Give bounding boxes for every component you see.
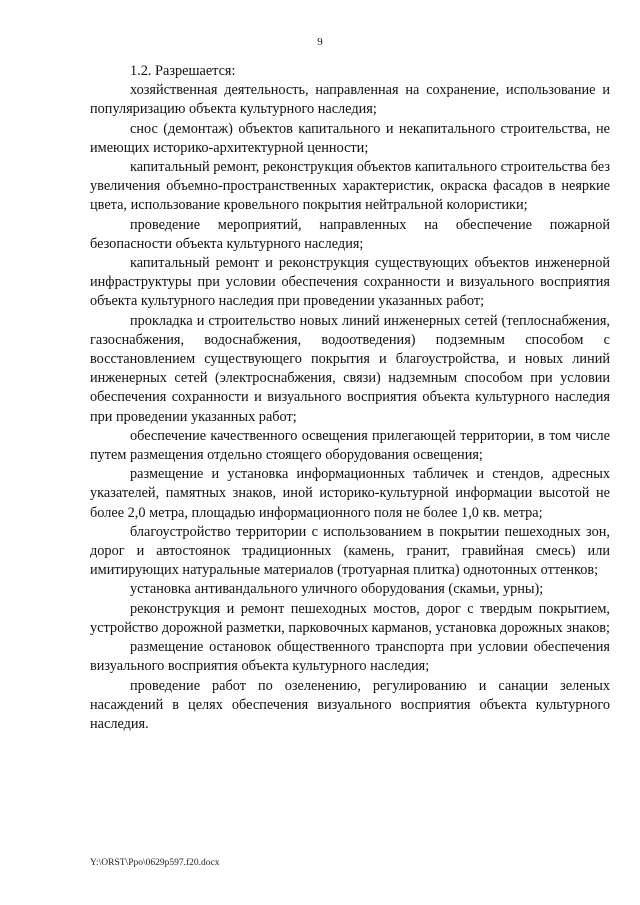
list-item: проведение работ по озеленению, регулированию и санации зеленых насаждений в целях обеспечения визуального восприятия объекта культурного наследия.	[90, 677, 610, 732]
page-number: 9	[317, 36, 323, 48]
list-item: капитальный ремонт, реконструкция объектов капитального строительства без увеличения объемно-пространственных характеристик, окраска фасадов в неяркие цвета, использование кровельного покрытия нейтральной колористики;	[90, 159, 610, 214]
list-item: обеспечение качественного освещения прилегающей территории, в том числе путем размещения отдельно стоящего оборудования освещения;	[90, 427, 610, 464]
list-item: реконструкция и ремонт пешеходных мостов, дорог с твердым покрытием, устройство дорожной разметки, парковочных карманов, установка дорожных знаков;	[90, 600, 610, 636]
footer-file-path: Y:\ORST\Ppo\0629p597.f20.docx	[90, 858, 220, 868]
list-item: размещение остановок общественного транспорта при условии обеспечения визуального восприятия объекта культурного наследия;	[90, 639, 610, 675]
list-item: благоустройство территории с использованием в покрытии пешеходных зон, дорог и автостоянок традиционных (камень, гранит, гравийная смесь) или имитирующих натуральные материалов (тротуарная плитка) однотонных оттенков;	[90, 523, 610, 579]
list-item: размещение и установка информационных табличек и стендов, адресных указателей, памятных знаков, иной историко-культурной информации высотой не более 2,0 метра, площадью информационного поля не более 1,0 кв. метра;	[90, 466, 610, 521]
list-item: снос (демонтаж) объектов капитального и некапитального строительства, не имеющих историко-архитектурной ценности;	[90, 120, 610, 156]
list-item: хозяйственная деятельность, направленная на сохранение, использование и популяризацию объекта культурного наследия;	[90, 82, 610, 118]
list-item: прокладка и строительство новых линий инженерных сетей (теплоснабжения, газоснабжения, водоснабжения, водоотведения) подземным способом с восстановлением существующего покрытия и благоустройства, и новых линий инженерных сетей (электроснабжения, связи) надземным способом при условии обеспечения сохранности и визуального восприятия объекта культурного наследия при проведении указанных работ;	[90, 312, 610, 425]
section-heading: 1.2. Разрешается:	[130, 63, 236, 79]
list-item: установка антивандального уличного оборудования (скамьи, урны);	[130, 581, 544, 598]
list-item: проведение мероприятий, направленных на обеспечение пожарной безопасности объекта культурного наследия;	[90, 216, 610, 252]
list-item: капитальный ремонт и реконструкция существующих объектов инженерной инфраструктуры при условии обеспечения сохранности и визуального восприятия объекта культурного наследия при проведении указанных работ;	[90, 255, 610, 310]
document-body	[90, 62, 610, 734]
